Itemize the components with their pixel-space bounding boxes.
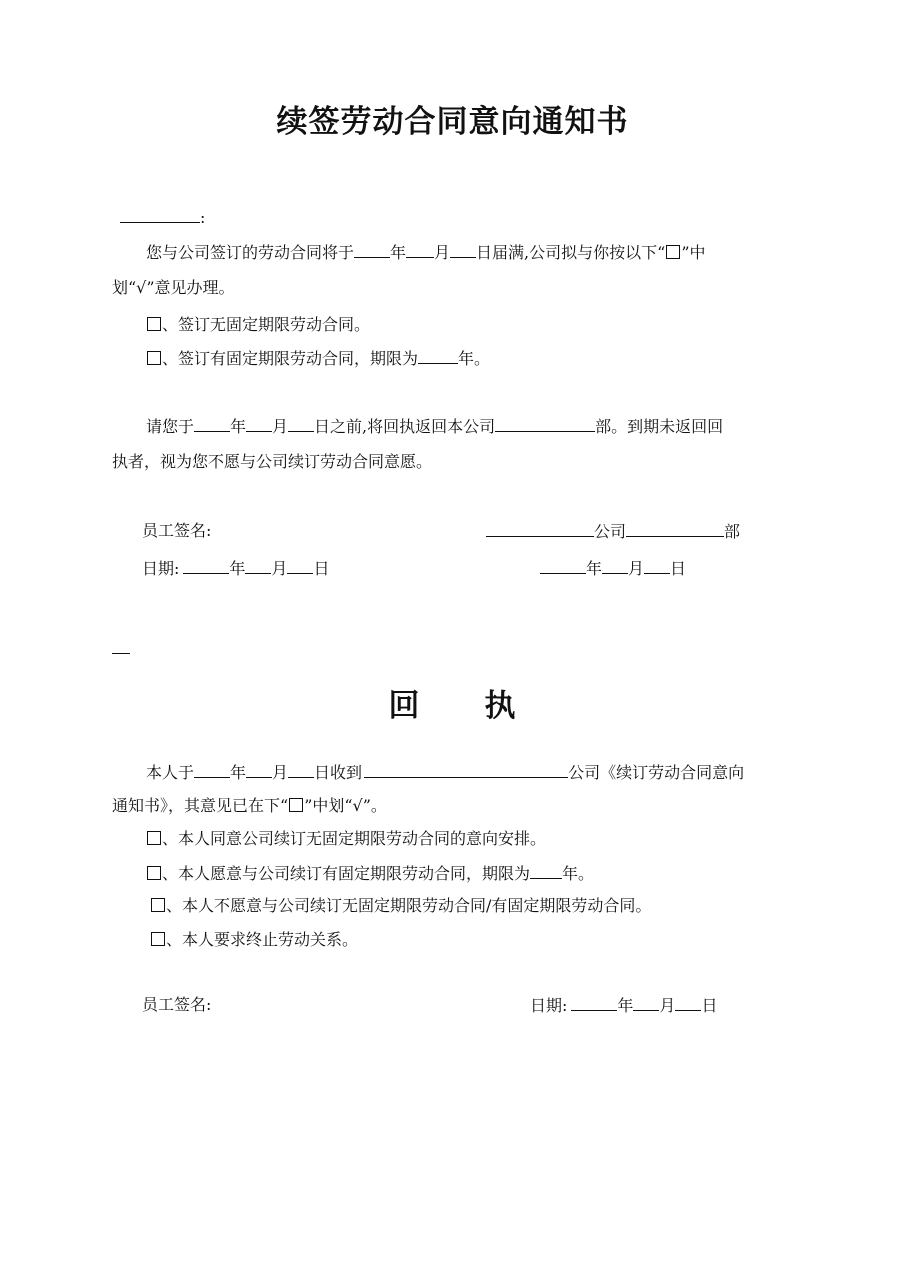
company-name-blank[interactable] <box>486 521 594 537</box>
receipt-option-3-label: 、本人不愿意与公司续订无固定期限劳动合同/有固定期限劳动合同。 <box>166 896 652 915</box>
day-label: 日 <box>670 559 687 578</box>
checkbox-icon[interactable] <box>147 317 161 331</box>
receipt-employee-sign-label: 员工签名: <box>142 995 212 1014</box>
cut-line <box>112 653 130 654</box>
notice-paragraph-1-line2: 划“√”意见办理。 <box>112 278 235 297</box>
receipt-term-blank[interactable] <box>530 863 562 879</box>
checkbox-icon[interactable] <box>147 866 161 880</box>
notice-option-2-suffix: 年。 <box>458 349 491 368</box>
checkbox-icon <box>666 245 680 259</box>
company-date <box>540 558 686 579</box>
received-month-blank[interactable] <box>246 762 272 778</box>
notice-p1-text-a: 您与公司签订的劳动合同将于 <box>146 243 355 262</box>
day-label: 日 <box>313 559 330 578</box>
year-label: 年 <box>229 559 246 578</box>
company-label: 公司 <box>594 522 627 541</box>
salutation-line <box>120 207 205 228</box>
notice-option-1-label: 、签订无固定期限劳动合同。 <box>162 315 371 334</box>
notice-employee-date <box>142 558 329 579</box>
day-label: 日 <box>701 996 718 1015</box>
employee-month-blank[interactable] <box>245 558 271 574</box>
notice-p2-text-b: 日之前,将回执返回本公司 <box>314 417 496 436</box>
notice-p1-year: 年 <box>390 243 407 262</box>
checkbox-icon[interactable] <box>151 932 165 946</box>
notice-option-1 <box>146 315 370 335</box>
receipt-month-blank[interactable] <box>633 995 659 1011</box>
return-month-blank[interactable] <box>246 416 272 432</box>
department-blank[interactable] <box>495 416 595 432</box>
notice-employee-sign-label: 员工签名: <box>142 521 212 540</box>
receipt-option-4-label: 、本人要求终止劳动关系。 <box>166 930 359 949</box>
dept-label: 部 <box>724 522 741 541</box>
notice-option-2-label: 、签订有固定期限劳动合同，期限为 <box>162 349 419 368</box>
receipt-year-blank[interactable] <box>571 995 617 1011</box>
month-label: 月 <box>271 559 288 578</box>
company-dept-line <box>486 521 740 542</box>
notice-p1-text-c: ”中 <box>681 243 706 262</box>
receipt-p1-line2-a: 通知书》，其意见已在下“ <box>112 796 289 815</box>
receipt-paragraph-1-line2 <box>112 796 387 816</box>
expire-year-blank[interactable] <box>354 242 390 258</box>
salutation-colon: : <box>200 208 206 227</box>
receipt-option-1 <box>146 829 546 849</box>
receipt-option-2 <box>146 863 594 884</box>
month-label: 月 <box>628 559 645 578</box>
notice-option-2 <box>146 348 490 369</box>
checkbox-icon[interactable] <box>147 831 161 845</box>
notice-p2-year: 年 <box>230 417 247 436</box>
receipt-p1-text-c: 公司《续订劳动合同意向 <box>568 763 745 782</box>
return-day-blank[interactable] <box>288 416 314 432</box>
checkbox-icon[interactable] <box>147 351 161 365</box>
recipient-name-blank[interactable] <box>120 207 200 223</box>
receipt-option-3 <box>150 896 651 916</box>
receipt-option-1-label: 、本人同意公司续订无固定期限劳动合同的意向安排。 <box>162 829 547 848</box>
receipt-option-4 <box>150 930 358 950</box>
return-year-blank[interactable] <box>194 416 230 432</box>
receipt-p1-text-a: 本人于 <box>146 763 195 782</box>
year-label: 年 <box>617 996 634 1015</box>
receipt-p1-line2-b: ”中划“√”。 <box>304 796 387 815</box>
company-dept-blank[interactable] <box>626 521 724 537</box>
notice-paragraph-2-line2: 执者，视为您不愿与公司续订劳动合同意愿。 <box>112 452 433 471</box>
notice-p1-text-b: 日届满,公司拟与你按以下“ <box>476 243 666 262</box>
month-label: 月 <box>659 996 676 1015</box>
company-day-blank[interactable] <box>644 558 670 574</box>
receipt-p1-year: 年 <box>230 763 247 782</box>
notice-paragraph-2 <box>146 416 723 437</box>
receipt-company-blank[interactable] <box>364 762 568 778</box>
notice-paragraph-1 <box>146 242 706 263</box>
notice-title: 续签劳动合同意向通知书 <box>276 104 629 140</box>
expire-month-blank[interactable] <box>406 242 434 258</box>
receipt-p1-month: 月 <box>272 763 289 782</box>
date-label: 日期: <box>530 996 568 1015</box>
expire-day-blank[interactable] <box>450 242 476 258</box>
receipt-title: 回 执 <box>388 688 517 724</box>
employee-year-blank[interactable] <box>183 558 229 574</box>
notice-p1-month: 月 <box>434 243 451 262</box>
term-years-blank[interactable] <box>418 348 458 364</box>
notice-p2-month: 月 <box>272 417 289 436</box>
company-month-blank[interactable] <box>602 558 628 574</box>
receipt-option-2-label: 、本人愿意与公司续订有固定期限劳动合同，期限为 <box>162 864 531 883</box>
year-label: 年 <box>586 559 603 578</box>
receipt-p1-text-b: 日收到 <box>314 763 363 782</box>
receipt-date <box>530 995 717 1016</box>
company-year-blank[interactable] <box>540 558 586 574</box>
received-year-blank[interactable] <box>194 762 230 778</box>
notice-p2-text-a: 请您于 <box>146 417 195 436</box>
receipt-option-2-suffix: 年。 <box>562 864 595 883</box>
receipt-paragraph-1 <box>146 762 744 783</box>
received-day-blank[interactable] <box>288 762 314 778</box>
date-label: 日期: <box>142 559 180 578</box>
notice-p2-text-c: 部。到期未返回回 <box>595 417 724 436</box>
checkbox-icon <box>289 798 303 812</box>
receipt-day-blank[interactable] <box>675 995 701 1011</box>
checkbox-icon[interactable] <box>151 898 165 912</box>
employee-day-blank[interactable] <box>287 558 313 574</box>
